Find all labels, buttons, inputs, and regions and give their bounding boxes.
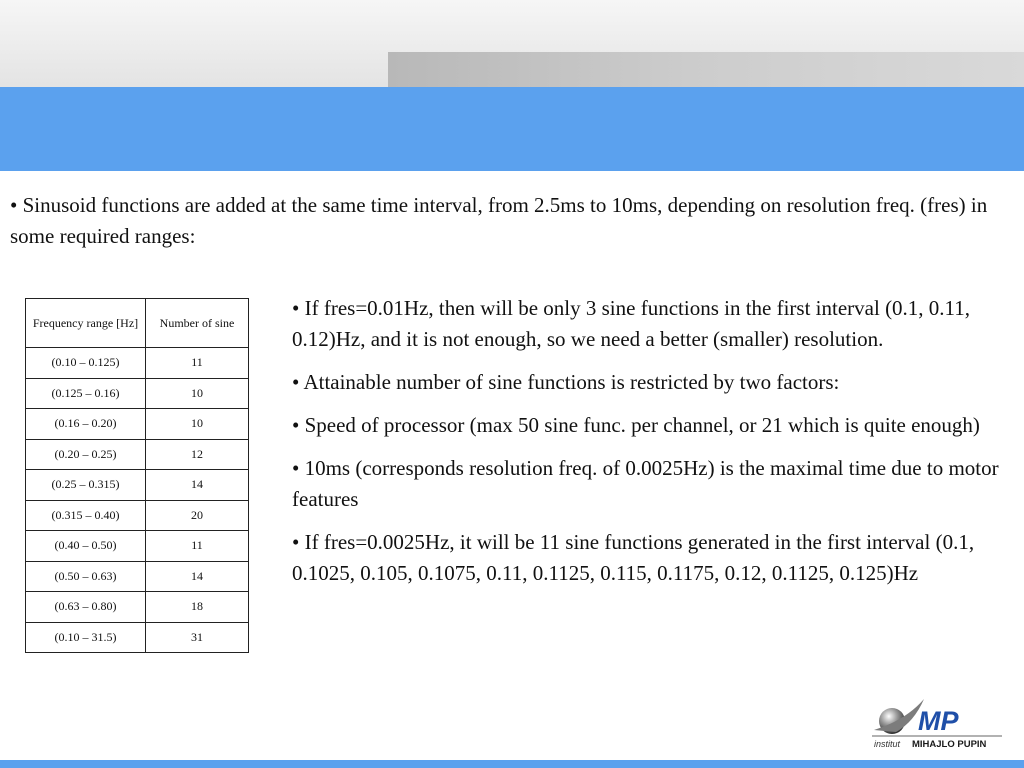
sine-count-cell: 11: [146, 348, 249, 379]
bullet-motor-features: • 10ms (corresponds resolution freq. of 0.0025Hz) is the maximal time due to motor features: [292, 456, 999, 511]
logo-institute: institut: [874, 739, 901, 749]
table-row: [26, 531, 249, 562]
title-bar: [0, 87, 1024, 171]
frequency-range-cell: (0.63 – 0.80): [26, 592, 146, 623]
frequency-range-cell: (0.16 – 0.20): [26, 409, 146, 440]
table-row: [26, 592, 249, 623]
sine-count-cell: 20: [146, 500, 249, 531]
institute-logo: [866, 694, 1006, 750]
frequency-range-cell: (0.50 – 0.63): [26, 561, 146, 592]
frequency-range-cell: (0.20 – 0.25): [26, 439, 146, 470]
table-row: [26, 409, 249, 440]
table-row: [26, 500, 249, 531]
bullet-processor-speed: • Speed of processor (max 50 sine func. per channel, or 21 which is quite enough): [292, 413, 980, 437]
table-header-row: [26, 299, 249, 348]
frequency-table: [25, 298, 249, 653]
table-row: [26, 439, 249, 470]
frequency-range-cell: (0.40 – 0.50): [26, 531, 146, 562]
logo-mark: MP: [918, 706, 959, 736]
sine-count-cell: 12: [146, 439, 249, 470]
sine-count-cell: 10: [146, 409, 249, 440]
table-row: [26, 348, 249, 379]
bullet-resolution-001: • If fres=0.01Hz, then will be only 3 sine functions in the first interval (0.1, 0.11, 0.12)Hz, and it is not enough, so we need a better (smaller) resolution.: [292, 296, 971, 351]
table-row: [26, 470, 249, 501]
bullet-restriction-factors: • Attainable number of sine functions is restricted by two factors:: [292, 370, 840, 394]
bullet-list: [292, 293, 1016, 601]
bottom-bar: [0, 760, 1024, 768]
logo-name: MIHAJLO PUPIN: [912, 739, 987, 750]
sine-count-cell: 14: [146, 561, 249, 592]
header-frequency-range: Frequency range [Hz]: [26, 299, 146, 348]
sine-count-cell: 31: [146, 622, 249, 653]
sine-count-cell: 10: [146, 378, 249, 409]
frequency-range-cell: (0.25 – 0.315): [26, 470, 146, 501]
frequency-range-cell: (0.10 – 31.5): [26, 622, 146, 653]
header-gray-strip: [388, 52, 1024, 88]
frequency-range-cell: (0.10 – 0.125): [26, 348, 146, 379]
intro-paragraph: • Sinusoid functions are added at the same time interval, from 2.5ms to 10ms, depending on resolution freq. (fres) in some required ranges:: [10, 193, 988, 248]
frequency-range-cell: (0.125 – 0.16): [26, 378, 146, 409]
bullet-resolution-00025: • If fres=0.0025Hz, it will be 11 sine functions generated in the first interval (0.1, 0.1025, 0.105, 0.1075, 0.11, 0.1125, 0.115, 0.1175, 0.12, 0.1125, 0.125)Hz: [292, 530, 975, 585]
sine-count-cell: 11: [146, 531, 249, 562]
table-row: [26, 561, 249, 592]
header-number-of-sine: Number of sine: [146, 299, 249, 348]
frequency-range-cell: (0.315 – 0.40): [26, 500, 146, 531]
sine-count-cell: 18: [146, 592, 249, 623]
table-row: [26, 622, 249, 653]
sine-count-cell: 14: [146, 470, 249, 501]
table-row: [26, 378, 249, 409]
